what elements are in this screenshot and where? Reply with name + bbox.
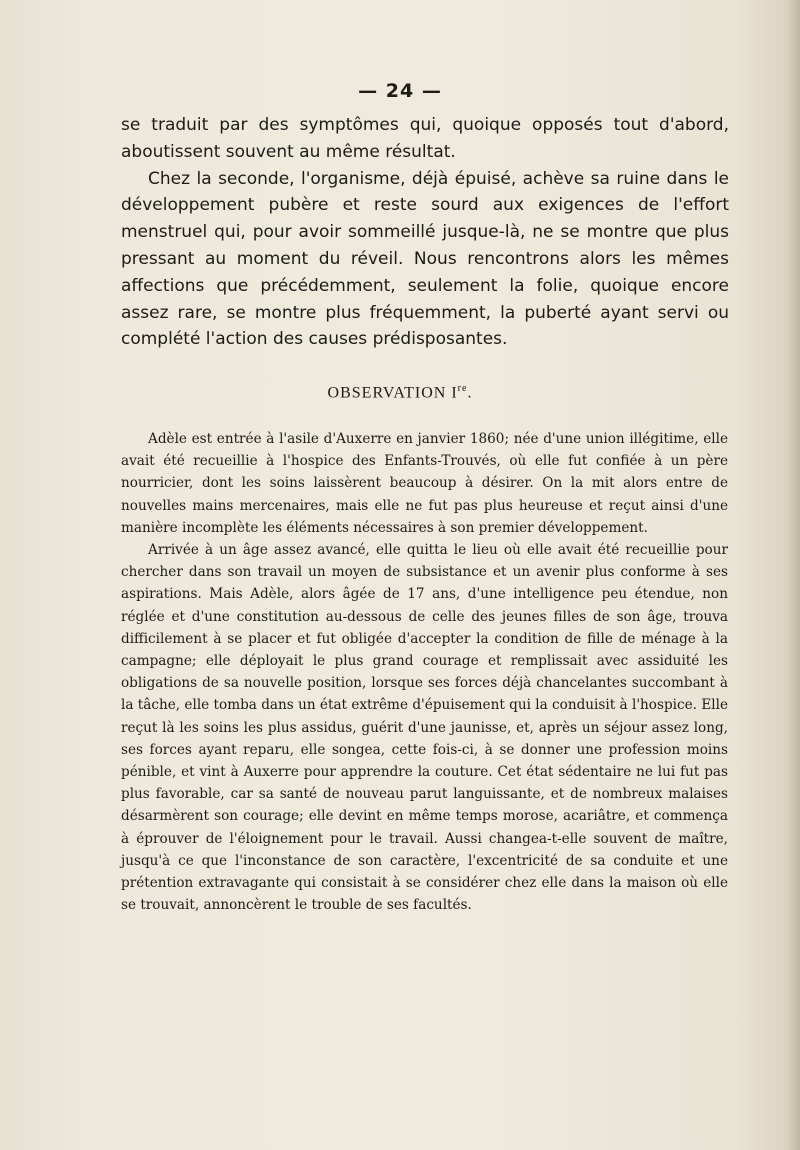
observation-text xyxy=(121,428,728,916)
observation-title-end: . xyxy=(467,384,473,402)
observation-title: OBSERVATION I xyxy=(327,384,458,402)
observation-heading xyxy=(0,383,800,402)
observation-paragraph-2: Arrivée à un âge assez avancé, elle quitta le lieu où elle avait été recueillie pour chercher dans son travail un moyen de subsistance et un avenir plus conforme à ses aspirations. Mais Adèle, alors âgée de 17 ans, d'une intelligence peu étendue, non réglée et d'une constitution au-dessous de celle des jeunes filles de son âge, trouva difficilement à se placer et fut obligée d'accepter la condition de fille de ménage à la campagne; elle déployait le plus grand courage et remplissait avec assiduité les obligations de sa nouvelle position, lorsque ses forces déjà chancelantes succombant à la tâche, elle tomba dans un état extrême d'épuisement qui la conduisit à l'hospice. Elle reçut là les soins les plus assidus, guérit d'une jaunisse, et, après un séjour assez long, ses forces ayant reparu, elle songea, cette fois-ci, à se donner une profession moins pénible, et vint à Auxerre pour apprendre la couture. Cet état sédentaire ne lui fut pas plus favorable, car sa santé de nouveau parut languissante, et de nombreux malaises désarmèrent son courage; elle devint en même temps morose, acariâtre, et commença à éprouver de l'éloignement pour le travail. Aussi changea-t-elle souvent de maître, jusqu'à ce que l'inconstance de son caractère, l'excentricité de sa conduite et une prétention extravagante qui consistait à se considérer chez elle dans la maison où elle se trouvait, annoncèrent le trouble de ses facultés. xyxy=(121,542,728,914)
page-number: — 24 — xyxy=(358,80,442,102)
observation-title-suffix: re xyxy=(457,383,468,394)
observation-paragraph-1: Adèle est entrée à l'asile d'Auxerre en janvier 1860; née d'une union illégitime, elle avait été recueillie à l'hospice des Enfants-Trouvés, où elle fut confiée à un père nourricier, dont les soins laissèrent beaucoup à désirer. On la mit alors entre de nouvelles mains mercenaires, mais elle ne fut pas plus heureuse et reçut ainsi d'une manière incomplète les éléments nécessaires à son premier développement. xyxy=(121,431,728,536)
intro-paragraph-2: Chez la seconde, l'organisme, déjà épuisé, achève sa ruine dans le développement pubère et reste sourd aux exigences de l'effort menstruel qui, pour avoir sommeillé jusque-là, ne se montre que plus pressant au moment du réveil. Nous rencontrons alors les mêmes affections que précédemment, seulement la folie, quoique encore assez rare, se montre plus fréquemment, la puberté ayant servi ou complété l'action des causes prédisposantes. xyxy=(121,168,729,350)
intro-paragraph-1: se traduit par des symptômes qui, quoique opposés tout d'abord, aboutissent souvent au même résultat. xyxy=(121,115,729,162)
page-edge-shadow xyxy=(786,0,800,1150)
intro-text xyxy=(121,112,729,353)
